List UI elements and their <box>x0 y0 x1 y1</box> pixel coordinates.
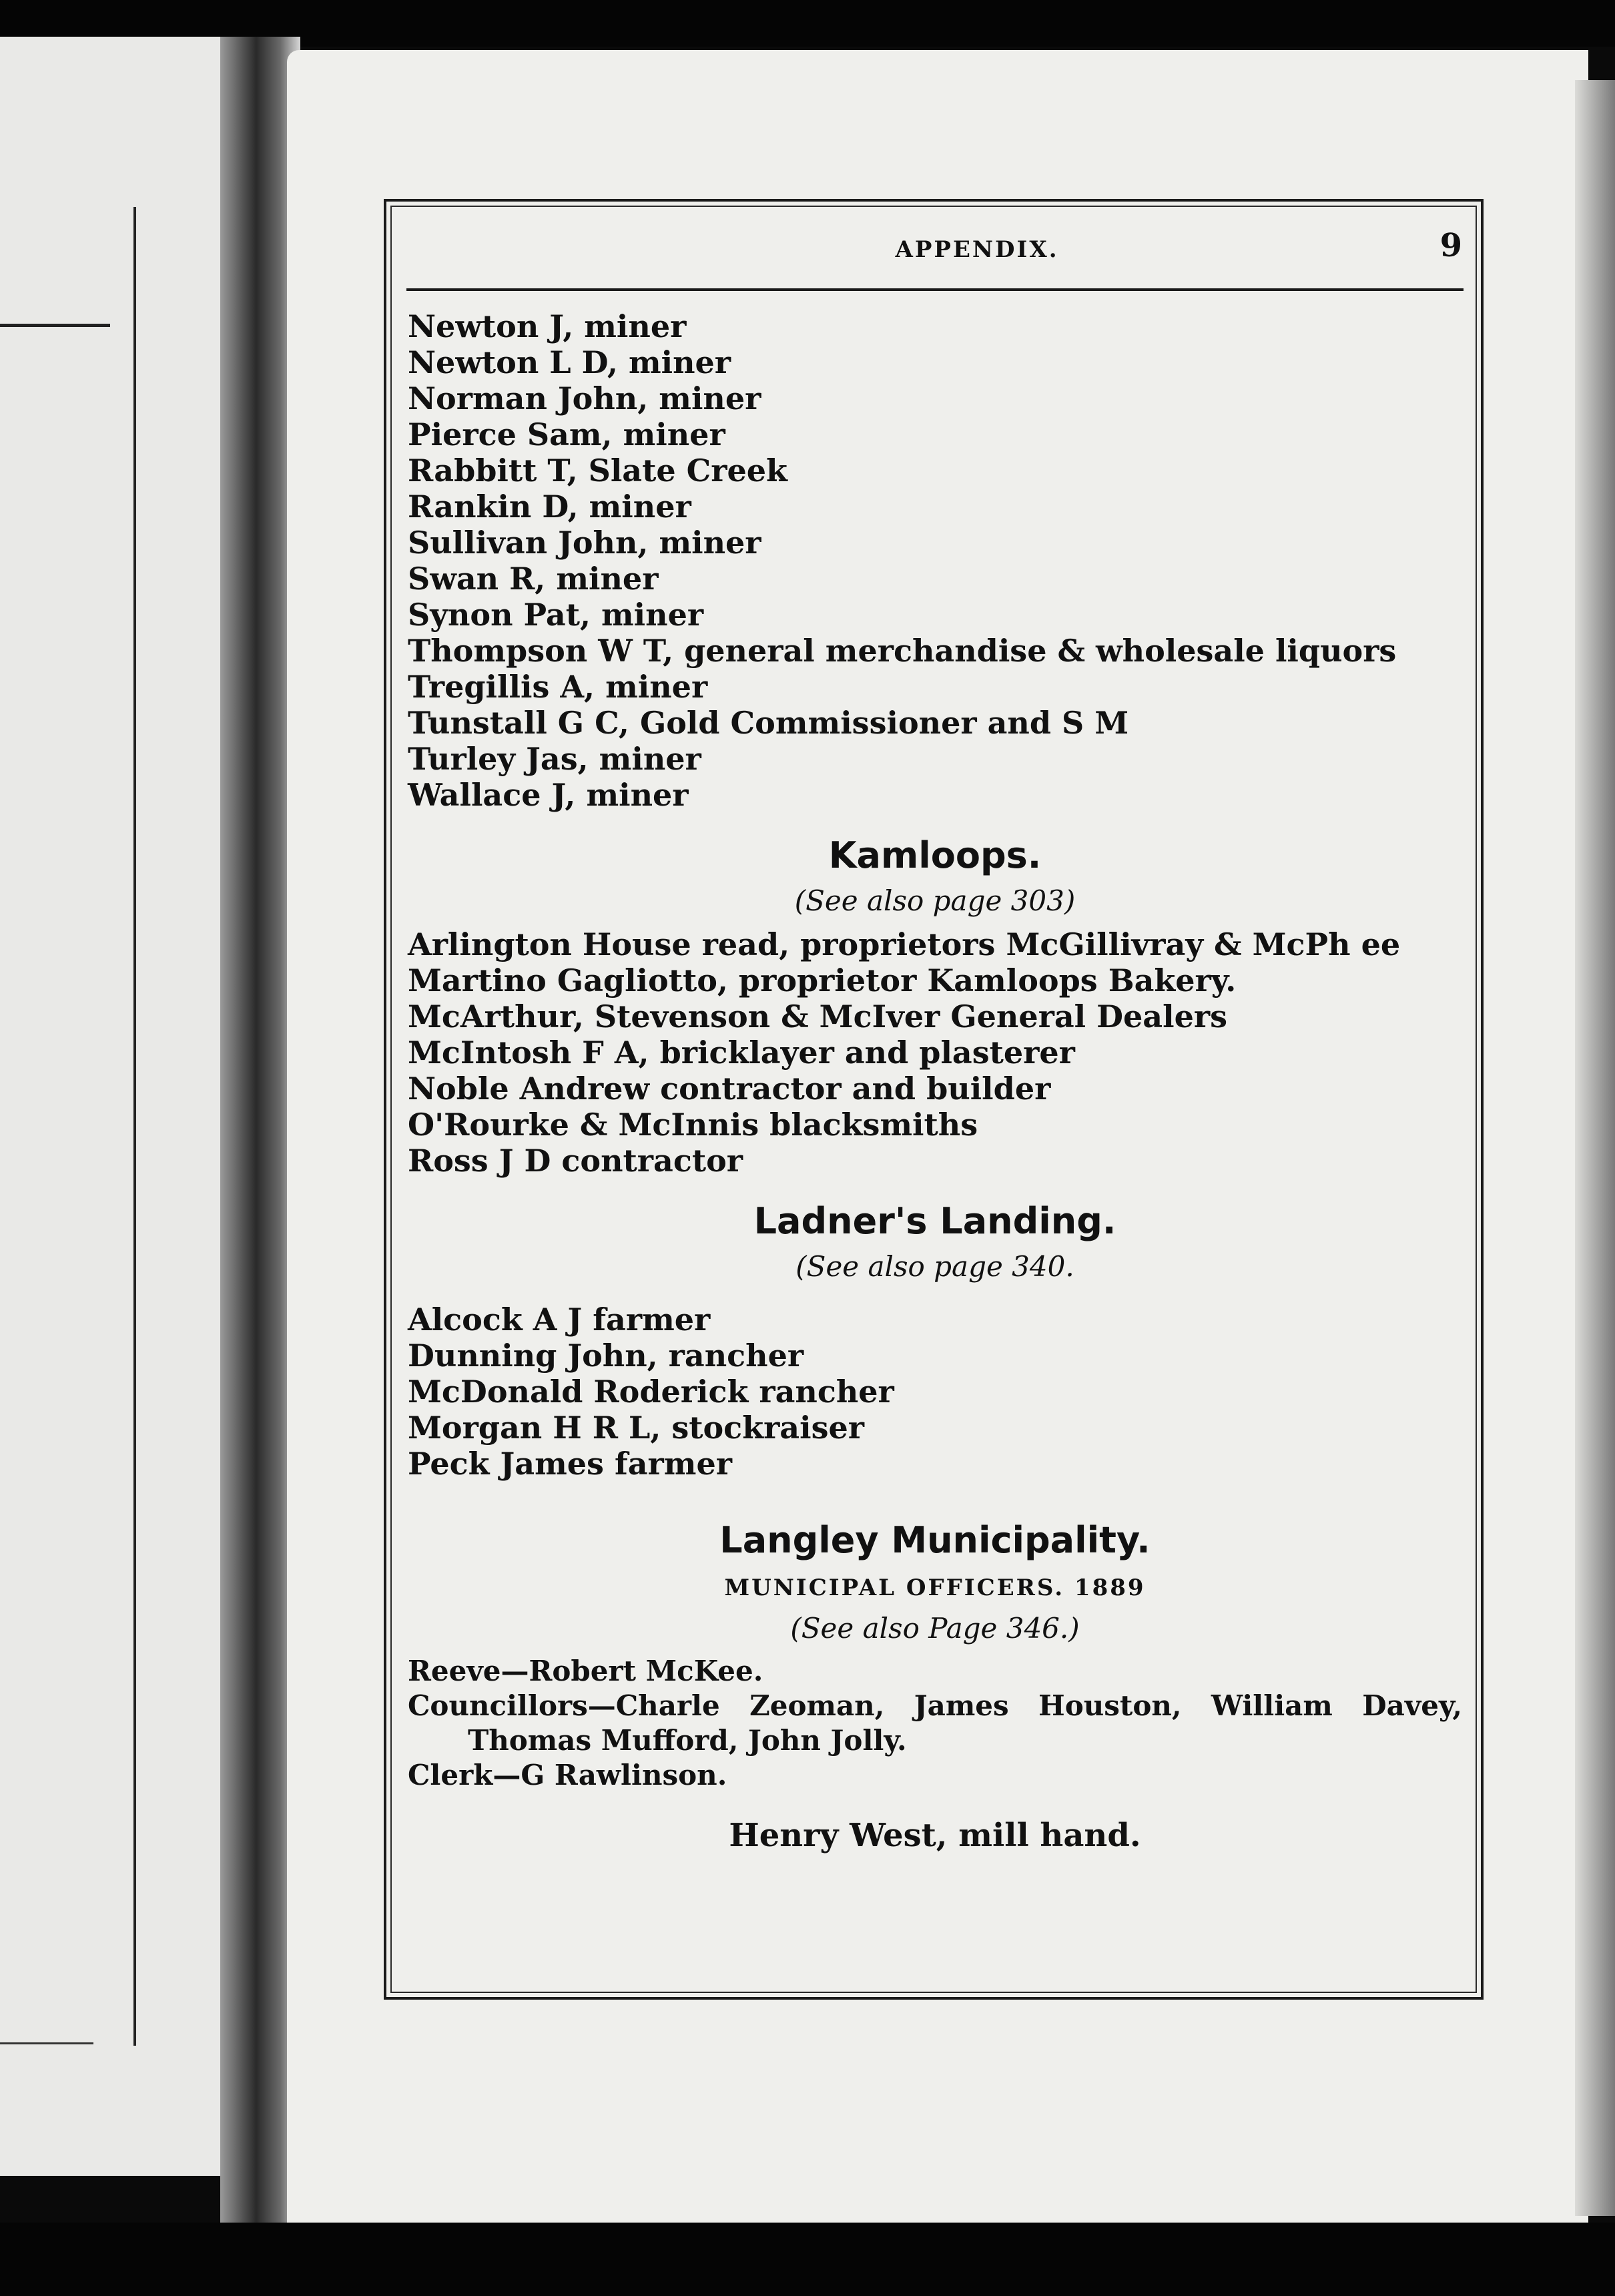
text-block-frame <box>384 199 1484 2000</box>
directory-entry: Norman John, miner <box>408 380 761 416</box>
running-title: APPENDIX. <box>895 236 1059 263</box>
directory-entry: Alcock A J farmer <box>408 1302 711 1338</box>
directory-entry: Thompson W T, general merchandise & wholesale liquors <box>408 633 1397 669</box>
directory-entry: Martino Gagliotto, proprietor Kamloops Bakery. <box>408 962 1237 998</box>
directory-entry: McDonald Roderick rancher <box>408 1374 894 1410</box>
directory-entry: Synon Pat, miner <box>408 597 704 633</box>
directory-entry: Arlington House read, proprietors McGillivray & McPh ee <box>408 926 1401 962</box>
clerk-line: Clerk—G Rawlinson. <box>408 1759 727 1791</box>
directory-entry: Swan R, miner <box>408 561 659 597</box>
directory-entry: Turley Jas, miner <box>408 741 701 777</box>
directory-entry: Ross J D contractor <box>408 1143 743 1179</box>
reeve-line: Reeve—Robert McKee. <box>408 1655 763 1687</box>
directory-entry: McArthur, Stevenson & McIver General Dealers <box>408 998 1227 1035</box>
directory-entry: Newton L D, miner <box>408 344 731 380</box>
municipal-officers-heading: MUNICIPAL OFFICERS. 1889 <box>724 1574 1146 1601</box>
directory-entry: Noble Andrew contractor and builder <box>408 1071 1051 1107</box>
closing-entry: Henry West, mill hand. <box>729 1817 1141 1854</box>
see-also-langley: (See also Page 346.) <box>790 1612 1080 1645</box>
directory-entry: Peck James farmer <box>408 1446 732 1482</box>
entries-top <box>408 308 1462 813</box>
directory-entry: Rabbitt T, Slate Creek <box>408 453 787 489</box>
directory-body <box>408 308 1462 1855</box>
directory-entry: Newton J, miner <box>408 308 687 344</box>
see-also-ladners-landing: (See also page 340. <box>795 1250 1074 1283</box>
directory-entry: Wallace J, miner <box>408 777 689 813</box>
section-heading-langley: Langley Municipality. <box>719 1519 1151 1561</box>
directory-entry: Dunning John, rancher <box>408 1338 804 1374</box>
directory-entry: Pierce Sam, miner <box>408 416 725 453</box>
directory-entry: Rankin D, miner <box>408 489 691 525</box>
left-page <box>0 37 247 2176</box>
see-also-kamloops: (See also page 303) <box>794 884 1076 917</box>
directory-entry: Morgan H R L, stockraiser <box>408 1410 864 1446</box>
directory-entry: Tunstall G C, Gold Commissioner and S M <box>408 705 1129 741</box>
directory-entry: Tregillis A, miner <box>408 669 708 705</box>
scan-bottom-border <box>0 2223 1615 2296</box>
page-header <box>386 202 1481 295</box>
left-page-frame <box>0 207 136 2046</box>
directory-entry: O'Rourke & McInnis blacksmiths <box>408 1107 978 1143</box>
left-page-rule <box>0 324 110 327</box>
left-page-bottom-rule <box>0 2042 93 2044</box>
directory-entry: Sullivan John, miner <box>408 525 761 561</box>
directory-entry: McIntosh F A, bricklayer and plasterer <box>408 1035 1075 1071</box>
entries-ladners-landing <box>408 1302 1462 1482</box>
page-edge <box>1575 80 1615 2216</box>
section-heading-ladners-landing: Ladner's Landing. <box>753 1200 1116 1242</box>
councillors-line: Councillors—Charle Zeoman, James Houston, William Davey, Thomas Mufford, John Jolly. <box>408 1689 1462 1757</box>
entries-kamloops <box>408 926 1462 1179</box>
page-number: 9 <box>1439 227 1462 264</box>
header-rule <box>406 288 1464 291</box>
section-heading-kamloops: Kamloops. <box>828 834 1042 876</box>
